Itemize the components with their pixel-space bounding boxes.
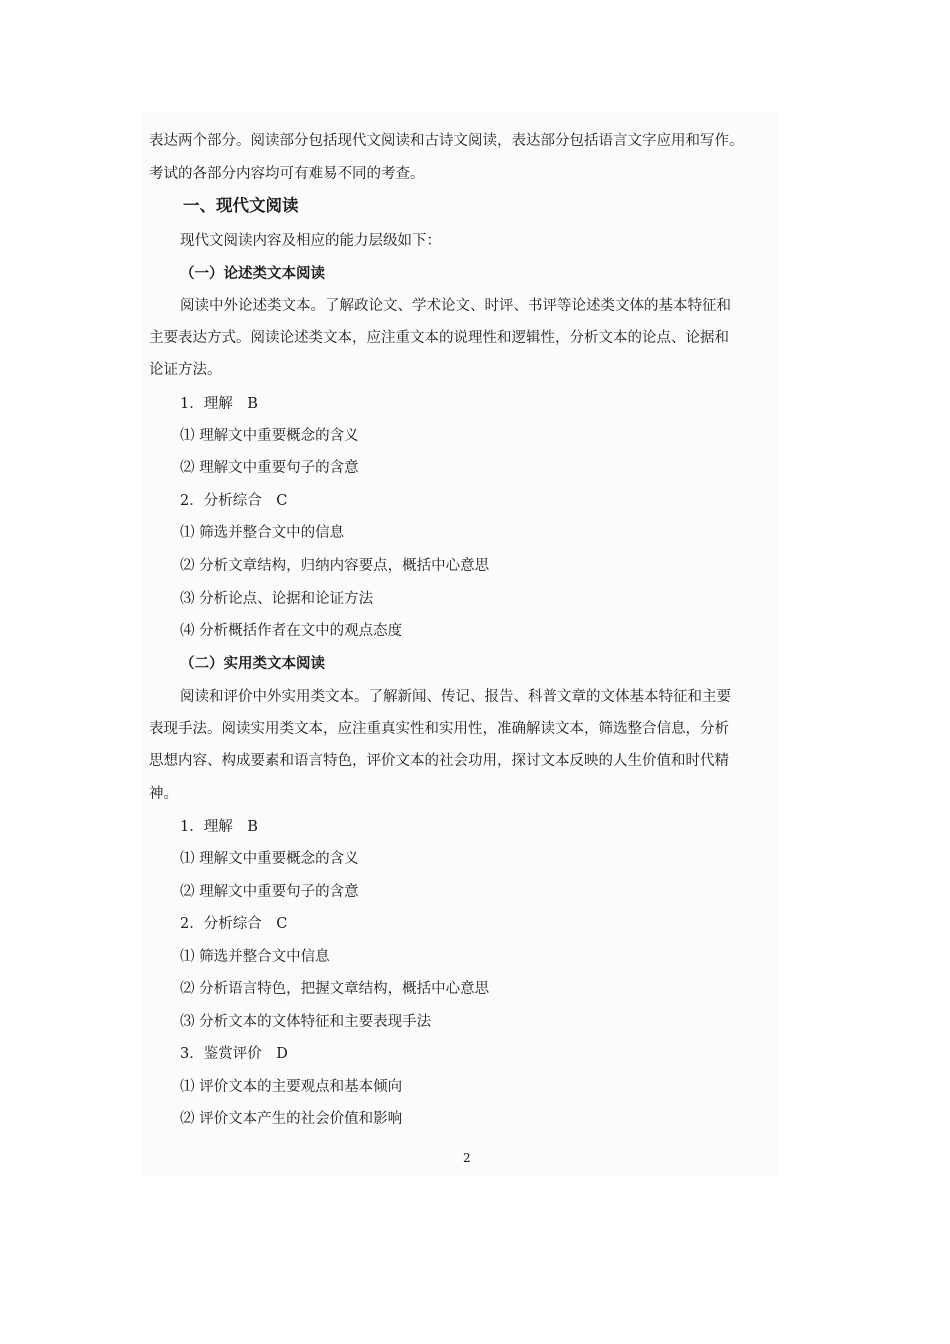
part2-item: ⑴ 筛选并整合文中信息	[180, 949, 330, 965]
part1-paragraph-line-2: 主要表达方式。阅读论述类文本，应注重文本的说理性和逻辑性，分析文本的论点、论据和	[149, 330, 729, 346]
part2-item: ⑵ 理解文中重要句子的含意	[180, 884, 359, 900]
part1-item: 2．分析综合 C	[180, 493, 288, 509]
part2-paragraph-line-3: 思想内容、构成要素和语言特色，评价文本的社会功用，探讨文本反映的人生价值和时代精	[149, 753, 729, 769]
part2-paragraph-line-1: 阅读和评价中外实用类文本。了解新闻、传记、报告、科普文章的文体基本特征和主要	[180, 689, 731, 705]
section-heading: 一、现代文阅读	[183, 196, 299, 215]
part1-item: ⑴ 筛选并整合文中的信息	[180, 525, 345, 541]
part2-item: ⑵ 分析语言特色，把握文章结构，概括中心意思	[180, 981, 490, 997]
intro-line-2: 考试的各部分内容均可有难易不同的考查。	[149, 166, 425, 182]
part2-item: 1．理解 B	[180, 819, 258, 835]
part1-item: ⑶ 分析论点、论据和论证方法	[180, 591, 374, 607]
part1-paragraph-line-1: 阅读中外论述类文本。了解政论文、学术论文、时评、书评等论述类文体的基本特征和	[180, 298, 731, 314]
part2-heading: （二）实用类文本阅读	[180, 655, 325, 672]
part2-paragraph-line-2: 表现手法。阅读实用类文本，应注重真实性和实用性，准确解读文本，筛选整合信息，分析	[149, 721, 729, 737]
part1-paragraph-line-3: 论证方法。	[149, 362, 222, 378]
part2-item: ⑴ 评价文本的主要观点和基本倾向	[180, 1079, 403, 1095]
section-intro: 现代文阅读内容及相应的能力层级如下：	[180, 233, 441, 249]
part2-item: 2．分析综合 C	[180, 916, 288, 932]
part2-item: ⑴ 理解文中重要概念的含义	[180, 851, 359, 867]
part1-item: ⑵ 理解文中重要句子的含意	[180, 460, 359, 476]
intro-line-1: 表达两个部分。阅读部分包括现代文阅读和古诗文阅读，表达部分包括语言文字应用和写作。	[149, 133, 744, 149]
page-number: 2	[463, 1151, 471, 1165]
part1-heading: （一）论述类文本阅读	[180, 265, 325, 282]
part1-item: ⑵ 分析文章结构，归纳内容要点，概括中心意思	[180, 558, 490, 574]
part1-item: 1．理解 B	[180, 396, 258, 412]
part2-item: 3．鉴赏评价 D	[180, 1046, 288, 1062]
part2-item: ⑶ 分析文本的文体特征和主要表现手法	[180, 1014, 432, 1030]
part1-item: ⑷ 分析概括作者在文中的观点态度	[180, 623, 403, 639]
part1-item: ⑴ 理解文中重要概念的含义	[180, 428, 359, 444]
part2-item: ⑵ 评价文本产生的社会价值和影响	[180, 1111, 403, 1127]
part2-paragraph-line-4: 神。	[149, 786, 178, 802]
